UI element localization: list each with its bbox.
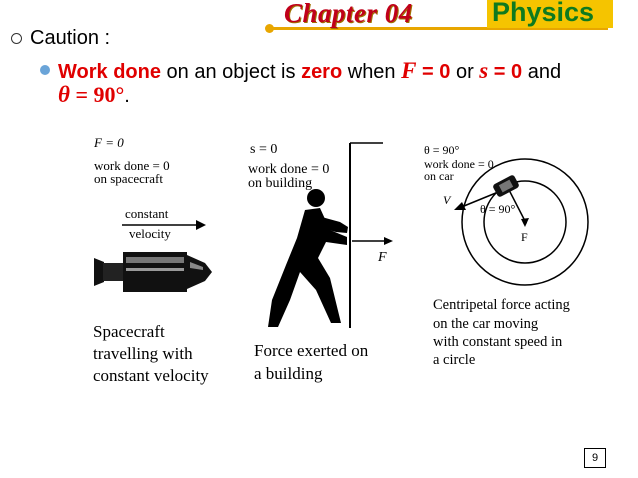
label-s-zero: s = 0 [250, 142, 278, 157]
label-on-spacecraft: on spacecraft [94, 171, 163, 186]
label-f-zero: F = 0 [94, 135, 124, 150]
caution-text-line2: θ = 90°. [58, 82, 130, 107]
subject-title: Physics [492, 0, 595, 27]
label-on-building: on building [248, 176, 313, 191]
spacecraft-nose [187, 255, 212, 289]
label-on-car: on car [424, 169, 454, 183]
person-head [307, 189, 325, 207]
label-v: V [443, 193, 451, 207]
caption-spacecraft-2: travelling with [93, 344, 193, 363]
caption-spacecraft-3: constant velocity [93, 366, 209, 385]
caption-spacecraft-1: Spacecraft [93, 322, 165, 341]
chapter-title: Chapter 04 [284, 0, 413, 28]
label-constant: constant [125, 206, 169, 221]
caution-text-line1: Work done on an object is zero when F = 0 or s = 0 and [58, 58, 562, 83]
caption-car-4: a circle [433, 352, 476, 368]
label-work-done-building: work done = 0 [248, 162, 330, 177]
caption-car-1: Centripetal force acting [433, 297, 570, 313]
caption-building-1: Force exerted on [254, 341, 369, 360]
caution-heading: Caution : [30, 27, 111, 49]
label-force-building: F [378, 250, 387, 265]
car-illustration [454, 159, 588, 285]
velocity-arrow-head [196, 220, 206, 230]
label-work-done-car: work done = 0 [424, 157, 494, 171]
term-zero: zero [301, 61, 343, 83]
force-arrow-head [384, 237, 393, 245]
caption-car-3: with constant speed in [433, 334, 563, 350]
label-force-car: F [521, 230, 528, 244]
term-work-done: Work done [58, 61, 161, 83]
label-theta-90: θ = 90° [424, 143, 460, 157]
page-number: 9 [584, 448, 606, 468]
caption-building-2: a building [254, 364, 323, 383]
label-theta-mark: θ = 90° [480, 202, 516, 216]
caption-car-2: on the car moving [433, 316, 539, 332]
label-velocity: velocity [129, 226, 171, 241]
spacecraft-nozzle [94, 258, 104, 286]
label-work-done: work done = 0 [94, 158, 170, 173]
